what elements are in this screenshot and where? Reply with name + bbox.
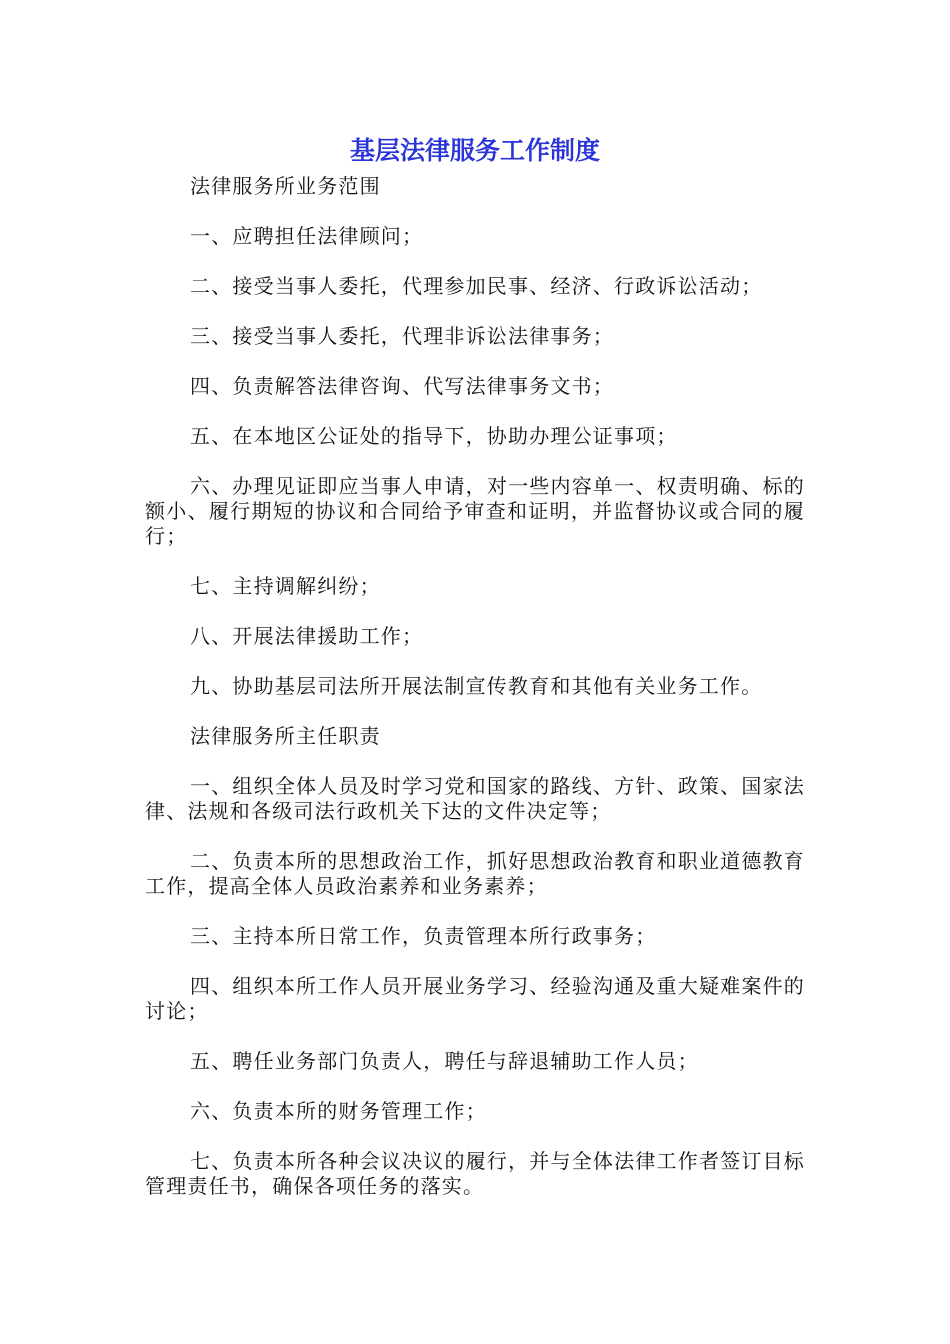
paragraph: 四、负责解答法律咨询、代写法律事务文书； [190, 374, 614, 398]
paragraph: 三、接受当事人委托，代理非诉讼法律事务； [190, 324, 614, 348]
paragraph: 一、应聘担任法律顾问； [190, 224, 424, 248]
paragraph: 四、组织本所工作人员开展业务学习、经验沟通及重大疑难案件的讨论； [145, 974, 805, 1023]
paragraph: 七、负责本所各种会议决议的履行，并与全体法律工作者签订目标管理责任书，确保各项任务的落实。 [145, 1149, 805, 1198]
paragraph: 五、聘任业务部门负责人，聘任与辞退辅助工作人员； [190, 1049, 699, 1073]
paragraph: 九、协助基层司法所开展法制宣传教育和其他有关业务工作。 [190, 674, 763, 698]
paragraph: 八、开展法律援助工作； [190, 624, 424, 648]
paragraph: 六、办理见证即应当事人申请，对一些内容单一、权责明确、标的额小、履行期短的协议和合同给予审查和证明，并监督协议或合同的履行； [145, 474, 805, 548]
paragraph: 三、主持本所日常工作，负责管理本所行政事务； [190, 924, 657, 948]
paragraph: 二、接受当事人委托，代理参加民事、经济、行政诉讼活动； [190, 274, 763, 298]
paragraph: 五、在本地区公证处的指导下，协助办理公证事项； [190, 424, 678, 448]
paragraph: 二、负责本所的思想政治工作，抓好思想政治教育和职业道德教育工作，提高全体人员政治素养和业务素养； [145, 849, 805, 898]
document-title: 基层法律服务工作制度 [349, 136, 600, 165]
paragraph-section-heading: 法律服务所业务范围 [190, 174, 381, 198]
paragraph-section-heading: 法律服务所主任职责 [190, 724, 381, 748]
paragraph: 一、组织全体人员及时学习党和国家的路线、方针、政策、国家法律、法规和各级司法行政机关下达的文件决定等； [145, 774, 805, 823]
paragraph: 七、主持调解纠纷； [190, 574, 381, 598]
paragraph: 六、负责本所的财务管理工作； [190, 1099, 487, 1123]
document-body [145, 174, 805, 1224]
